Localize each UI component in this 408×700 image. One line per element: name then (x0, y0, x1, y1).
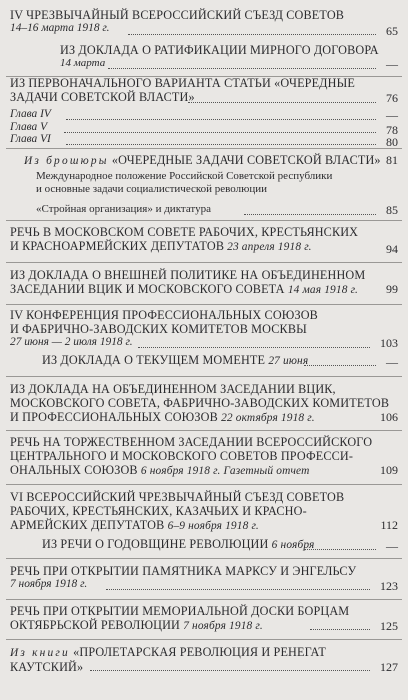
toc-entry (10, 268, 398, 300)
toc-entry (60, 43, 398, 71)
entry-title: «ОЧЕРЕДНЫЕ ЗАДАЧИ СОВЕТСКОЙ ВЛАСТИ» (111, 153, 381, 167)
page-number: 103 (380, 336, 398, 350)
entry-title: Международное положение Российской Советской республики (36, 170, 333, 182)
toc-entry (10, 604, 398, 634)
page-number: 81 (386, 153, 398, 167)
page-number: — (386, 57, 398, 71)
entry-prefix: Из брошюры (24, 155, 109, 167)
page-number: — (386, 108, 398, 122)
toc-entry (10, 382, 398, 426)
entry-date: 22 октября 1918 г. (221, 412, 315, 424)
toc-entry (10, 8, 398, 38)
entry-title-cont: АРМЕЙСКИХ ДЕПУТАТОВ (10, 518, 165, 532)
page-number: 80 (386, 135, 398, 149)
entry-title: ИЗ ПЕРВОНАЧАЛЬНОГО ВАРИАНТА СТАТЬИ «ОЧЕРЕДНЫЕ (10, 76, 355, 90)
entry-title: ИЗ ДОКЛАДА О РАТИФИКАЦИИ МИРНОГО ДОГОВОРА (60, 43, 379, 57)
entry-date: 6 ноября (271, 539, 315, 551)
toc-entry (42, 537, 398, 553)
entry-title-cont: ЗАСЕДАНИИ ВЦИК И МОСКОВСКОГО СОВЕТА (10, 282, 285, 296)
entry-prefix: Из книги (10, 647, 70, 659)
entry-title-cont: И ФАБРИЧНО-ЗАВОДСКИХ КОМИТЕТОВ МОСКВЫ (10, 322, 307, 336)
page-number: — (386, 539, 398, 553)
toc-entry (10, 564, 398, 594)
entry-title-cont: И КРАСНОАРМЕЙСКИХ ДЕПУТАТОВ 23 апреля 1918 г. (10, 239, 312, 253)
page-number: 78 (386, 123, 398, 137)
toc-entry (10, 645, 398, 677)
toc-entry (10, 308, 398, 350)
entry-title: IV КОНФЕРЕНЦИЯ ПРОФЕССИОНАЛЬНЫХ СОЮЗОВ (10, 308, 318, 322)
entry-title: «Стройная организация» и диктатура (36, 203, 211, 215)
entry-title-cont: ОКТЯБРЬСКОЙ РЕВОЛЮЦИИ (10, 618, 181, 632)
entry-title: РЕЧЬ В МОСКОВСКОМ СОВЕТЕ РАБОЧИХ, КРЕСТЬЯНСКИХ (10, 225, 359, 239)
page-number: 127 (380, 660, 398, 674)
chapter-label: Глава V (10, 121, 48, 133)
entry-title-cont: МОСКОВСКОГО СОВЕТА, ФАБРИЧНО-ЗАВОДСКИХ КОМИТЕТОВ (10, 396, 390, 410)
page-number: 123 (380, 579, 398, 593)
entry-title-cont: РАБОЧИХ, КРЕСТЬЯНСКИХ, КАЗАЧЬИХ И КРАСНО- (10, 504, 307, 518)
entry-date: 27 июня — 2 июля 1918 г. (10, 336, 133, 348)
entry-title: VI ВСЕРОССИЙСКИЙ ЧРЕЗВЫЧАЙНЫЙ СЪЕЗД СОВЕТОВ (10, 490, 345, 504)
page-number: 112 (380, 518, 398, 532)
chapter-label: Глава IV (10, 108, 51, 120)
entry-date: 23 апреля 1918 г. (224, 241, 312, 253)
entry-date: 14 марта (60, 57, 106, 69)
entry-date: 6 ноября 1918 г. Газетный отчет (140, 465, 310, 477)
toc-entry (24, 153, 398, 169)
toc-entry (10, 435, 398, 479)
page-number: 94 (386, 242, 398, 256)
page-number: 65 (386, 24, 398, 38)
entry-title: ИЗ ДОКЛАДА О ТЕКУЩЕМ МОМЕНТЕ (42, 353, 266, 367)
toc-entry (42, 353, 398, 369)
entry-title-cont: КАУТСКИЙ» (10, 660, 84, 674)
page-number: 109 (380, 463, 398, 477)
page-number: 125 (380, 619, 398, 633)
entry-title: ИЗ ДОКЛАДА О ВНЕШНЕЙ ПОЛИТИКЕ НА ОБЪЕДИНЕННОМ (10, 268, 366, 282)
entry-title-cont: И ПРОФЕССИОНАЛЬНЫХ СОЮЗОВ (10, 410, 218, 424)
entry-date: 7 ноября 1918 г. (183, 620, 263, 632)
entry-date: 7 ноября 1918 г. (10, 578, 88, 590)
page-number: — (386, 355, 398, 369)
entry-title: РЕЧЬ ПРИ ОТКРЫТИИ МЕМОРИАЛЬНОЙ ДОСКИ БОРЦАМ (10, 604, 350, 618)
entry-title-cont: ЦЕНТРАЛЬНОГО И МОСКОВСКОГО СОВЕТОВ ПРОФЕССИ- (10, 449, 354, 463)
page-number: 76 (386, 91, 398, 105)
entry-date: 14–16 марта 1918 г. (10, 22, 110, 34)
entry-title-cont: ОНАЛЬНЫХ СОЮЗОВ (10, 463, 138, 477)
entry-title-cont: и основные задачи социалистической революции (36, 183, 268, 195)
toc-subentry (36, 203, 398, 217)
chapter-label: Глава VI (10, 133, 51, 145)
entry-title: ИЗ РЕЧИ О ГОДОВЩИНЕ РЕВОЛЮЦИИ (42, 537, 269, 551)
entry-date: 27 июня (268, 355, 309, 367)
entry-date: 6–9 ноября 1918 г. (167, 520, 259, 532)
entry-title: ИЗ ДОКЛАДА НА ОБЪЕДИНЕННОМ ЗАСЕДАНИИ ВЦИК, (10, 382, 336, 396)
toc-entry (10, 76, 398, 106)
toc-entry (10, 108, 398, 122)
page-number: 85 (386, 203, 398, 217)
entry-title: «ПРОЛЕТАРСКАЯ РЕВОЛЮЦИЯ И РЕНЕГАТ (73, 645, 326, 659)
toc-entry (10, 133, 398, 147)
toc-entry (10, 490, 398, 534)
entry-date-line (10, 239, 398, 253)
entry-title: РЕЧЬ ПРИ ОТКРЫТИИ ПАМЯТНИКА МАРКСУ И ЭНГЕЛЬСУ (10, 564, 357, 578)
page-number: 99 (386, 282, 398, 296)
toc-subentry (36, 170, 398, 198)
entry-date: 14 мая 1918 г. (287, 284, 359, 296)
entry-title: РЕЧЬ НА ТОРЖЕСТВЕННОМ ЗАСЕДАНИИ ВСЕРОССИЙСКОГО (10, 435, 373, 449)
page-number: 106 (380, 410, 398, 424)
entry-title-cont: ЗАДАЧИ СОВЕТСКОЙ ВЛАСТИ» (10, 90, 195, 104)
entry-title: IV ЧРЕЗВЫЧАЙНЫЙ ВСЕРОССИЙСКИЙ СЪЕЗД СОВЕТОВ (10, 8, 345, 22)
